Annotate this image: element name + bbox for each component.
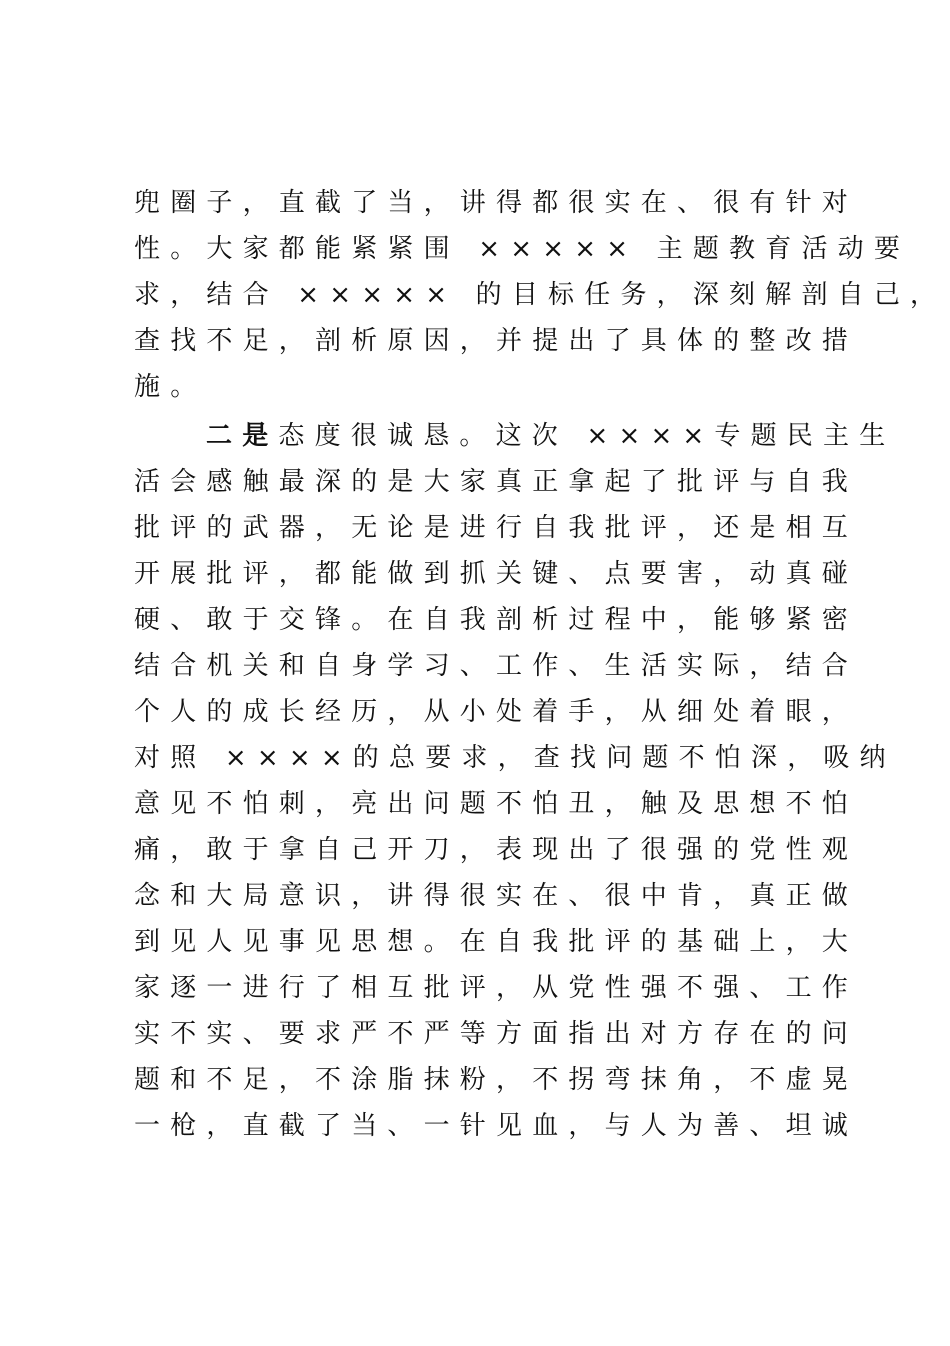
document-body — [134, 180, 947, 1141]
paragraph-2-line-10: 痛，敢于拿自己开刀，表现出了很强的党性观 — [134, 835, 859, 865]
paragraph-2-line-8: 对照 ××××的总要求，查找问题不怕深，吸纳 — [134, 743, 896, 773]
paragraph-2-line-9: 意见不怕刺，亮出问题不怕丑，触及思想不怕 — [134, 789, 859, 819]
paragraph-1-line-1: 兜圈子，直截了当，讲得都很实在、很有针对 — [134, 188, 859, 218]
paragraph-1-line-3: 求，结合 ××××× 的目标任务，深刻解剖自己， — [134, 280, 947, 310]
paragraph-2-line-13: 家逐一进行了相互批评，从党性强不强、工作 — [134, 973, 859, 1003]
paragraph-2-line-3: 批评的武器，无论是进行自我批评，还是相互 — [134, 513, 859, 543]
paragraph-2-first-rest: 态度很诚恳。这次 ××××专题民主生 — [278, 421, 896, 451]
paragraph-1-line-4: 查找不足，剖析原因，并提出了具体的整改措 — [134, 326, 859, 356]
paragraph-2-line-16: 一枪，直截了当、一针见血，与人为善、坦诚 — [134, 1111, 859, 1141]
paragraph-1-line-5: 施。 — [134, 372, 207, 402]
paragraph-2-line-12: 到见人见事见思想。在自我批评的基础上，大 — [134, 927, 859, 957]
paragraph-2-line-15: 题和不足，不涂脂抹粉，不拐弯抹角，不虚晃 — [134, 1065, 859, 1095]
paragraph-1-line-2: 性。大家都能紧紧围 ××××× 主题教育活动要 — [134, 234, 911, 264]
paragraph-2-line-11: 念和大局意识，讲得很实在、很中肯，真正做 — [134, 881, 859, 911]
paragraph-2-line-1 — [206, 413, 895, 459]
paragraph-2-lead: 二是 — [206, 421, 279, 451]
paragraph-2-line-6: 结合机关和自身学习、工作、生活实际，结合 — [134, 651, 859, 681]
paragraph-2-line-5: 硬、敢于交锋。在自我剖析过程中，能够紧密 — [134, 605, 859, 635]
paragraph-2-line-14: 实不实、要求严不严等方面指出对方存在的问 — [134, 1019, 859, 1049]
paragraph-2-line-2: 活会感触最深的是大家真正拿起了批评与自我 — [134, 467, 859, 497]
paragraph-2-line-7: 个人的成长经历，从小处着手，从细处着眼， — [134, 697, 859, 727]
paragraph-2-line-4: 开展批评，都能做到抓关键、点要害，动真碰 — [134, 559, 859, 589]
